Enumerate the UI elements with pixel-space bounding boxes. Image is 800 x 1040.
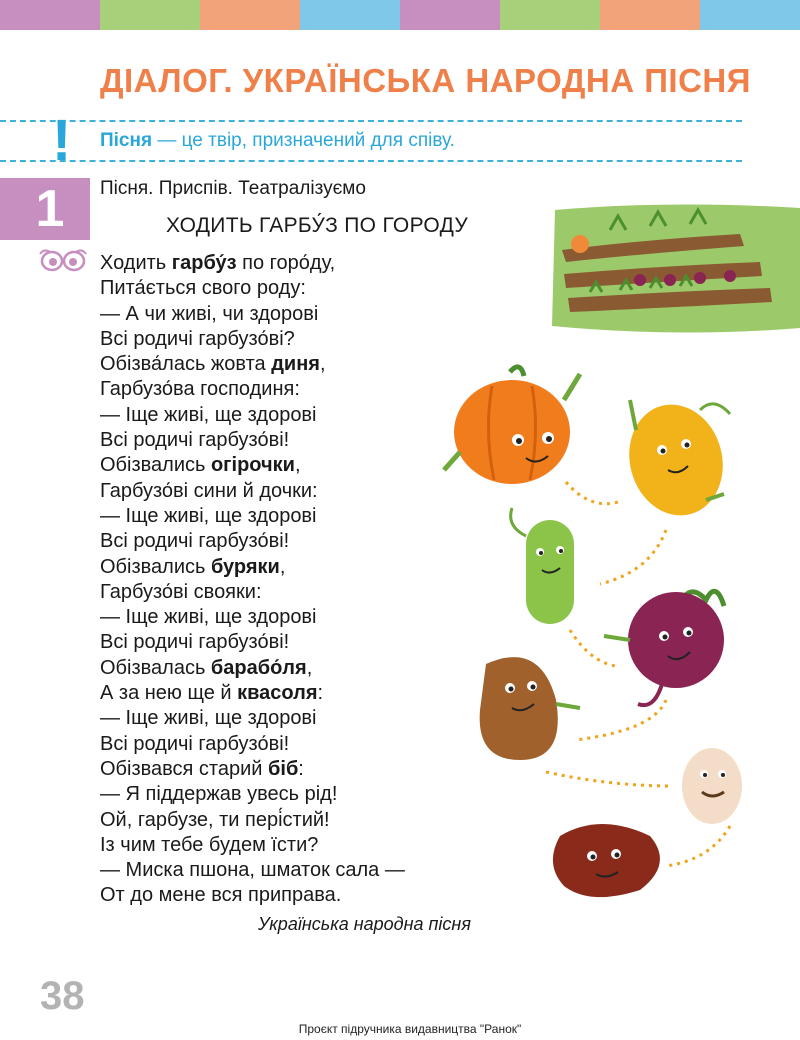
poem-line	[100, 757, 405, 782]
vegetable-illustrations	[440, 200, 800, 920]
poem-line	[100, 706, 405, 731]
poem-line-text: Всі родичі гарбузо́ві!	[100, 631, 290, 654]
page-title: ДІАЛОГ. УКРАЇНСЬКА НАРОДНА ПІСНЯ	[100, 62, 751, 99]
poem-keyword: гарбу́з	[171, 252, 237, 274]
poem-line	[100, 529, 405, 554]
poem-line	[100, 251, 405, 276]
poem-line	[100, 403, 405, 428]
strip-segment	[400, 0, 500, 30]
poem-keyword: диня	[271, 353, 320, 376]
poem-line	[100, 428, 405, 453]
broad-bean-illustration	[553, 824, 660, 897]
divider-bottom	[0, 160, 742, 162]
poem-line	[100, 580, 405, 605]
poem-line	[100, 681, 405, 706]
poem-line-text: Всі родичі гарбузо́ві?	[100, 327, 295, 350]
strip-segment	[600, 0, 700, 30]
poem-line-text: — Іще живі, ще здорові	[100, 504, 317, 527]
poem-line-text: Всі родичі гарбузо́ві!	[100, 429, 290, 452]
poem-line-text: Пита́ється свого роду:	[100, 277, 306, 300]
poem-line-text: Гарбузо́ві свояки:	[100, 580, 262, 603]
strip-segment	[300, 0, 400, 30]
poem-line	[100, 479, 405, 504]
cucumber-illustration	[511, 508, 574, 624]
poem-line-text: Обізва́лась жовта	[100, 353, 272, 376]
poem-line-text: Обізвались	[100, 555, 211, 578]
poem-line-text: А за нею ще й	[100, 682, 238, 705]
poem-line	[100, 276, 405, 301]
poem-line-text: — Іще живі, ще здорові	[100, 606, 317, 629]
poem-line-text: Ходить	[100, 252, 172, 274]
poem-line-text: Обізвався старий	[100, 757, 269, 780]
task-text: Пісня. Приспів. Театралізуємо	[100, 178, 366, 199]
poem-line-text: Гарбузо́ва господиня:	[100, 378, 300, 401]
poem-line	[100, 605, 405, 630]
strip-segment	[700, 0, 800, 30]
pumpkin-illustration	[444, 367, 580, 484]
poem-line-text: Із чим тебе будем їсти?	[100, 833, 319, 856]
poem-line-text: ,	[306, 656, 313, 679]
poem-line-text: Ой, гарбузе, ти пері́стий!	[100, 808, 330, 831]
strip-segment	[100, 0, 200, 30]
divider-top	[0, 120, 742, 122]
poem-line-text: :	[317, 682, 324, 705]
garden-illustration	[552, 204, 800, 332]
strip-segment	[200, 0, 300, 30]
task-number-badge: 1	[0, 178, 90, 240]
poem-line	[100, 808, 405, 833]
poem-line-text: — Я піддержав увесь рід!	[100, 783, 338, 806]
poem-line-text: ,	[294, 454, 301, 477]
poem-line	[100, 858, 405, 883]
poem-line-text: От до мене вся приправа.	[100, 884, 342, 907]
page-number: 38	[40, 974, 85, 1018]
definition-term: Пісня	[100, 130, 153, 151]
melon-illustration	[617, 394, 735, 526]
poem-line	[100, 555, 405, 580]
poem-line	[100, 352, 405, 377]
poem-line	[100, 656, 405, 681]
poem-line-text: ,	[279, 555, 286, 578]
poem-keyword: барабо́ля	[210, 656, 307, 679]
poem-line-text: ,	[319, 353, 326, 376]
eyes-icon	[38, 246, 88, 272]
poem-line-text: :	[298, 757, 304, 780]
poem-keyword: огірочки	[210, 454, 295, 477]
poem-line	[100, 833, 405, 858]
poem-line	[100, 377, 405, 402]
strip-segment	[500, 0, 600, 30]
poem-title: ХОДИТЬ ГАРБУ́З ПО ГОРОДУ	[166, 214, 468, 237]
poem-line	[100, 453, 405, 478]
strip-segment	[0, 0, 100, 30]
poem-line-text: Гарбузо́ві сини й дочки:	[100, 479, 318, 502]
top-color-strip	[0, 0, 800, 30]
poem-line	[100, 504, 405, 529]
poem-line-text: — Іще живі, ще здорові	[100, 403, 317, 426]
poem-line-text: Всі родичі гарбузо́ві!	[100, 732, 290, 755]
potato-illustration	[480, 657, 580, 760]
page-footer: Проєкт підручника видавництва "Ранок"	[298, 1022, 522, 1036]
poem-line	[100, 883, 405, 908]
poem-line	[100, 630, 405, 655]
poem-keyword: квасоля	[237, 682, 318, 705]
poem-line-text: — Миска пшона, шматок сала —	[100, 859, 405, 882]
poem-line-text: по горо́ду,	[236, 252, 336, 274]
beet-illustration	[604, 591, 724, 705]
poem-attribution: Українська народна пісня	[258, 914, 471, 934]
definition-text: — це твір, призначений для співу.	[152, 130, 455, 151]
poem-line	[100, 302, 405, 327]
exclamation-icon: !	[52, 108, 72, 173]
bean-illustration	[682, 748, 742, 824]
poem-keyword: буряки	[210, 555, 280, 578]
poem-body	[100, 251, 405, 909]
poem-line-text: Обізвались	[100, 454, 211, 477]
poem-line-text: — А чи живі, чи здорові	[100, 302, 319, 325]
poem-line-text: Всі родичі гарбузо́ві!	[100, 530, 290, 553]
poem-line	[100, 327, 405, 352]
poem-line-text: Обізвалась	[100, 656, 211, 679]
poem-line	[100, 782, 405, 807]
poem-keyword: біб	[268, 757, 299, 780]
poem-line-text: — Іще живі, ще здорові	[100, 707, 317, 730]
poem-line	[100, 732, 405, 757]
definition-rule	[100, 130, 455, 152]
